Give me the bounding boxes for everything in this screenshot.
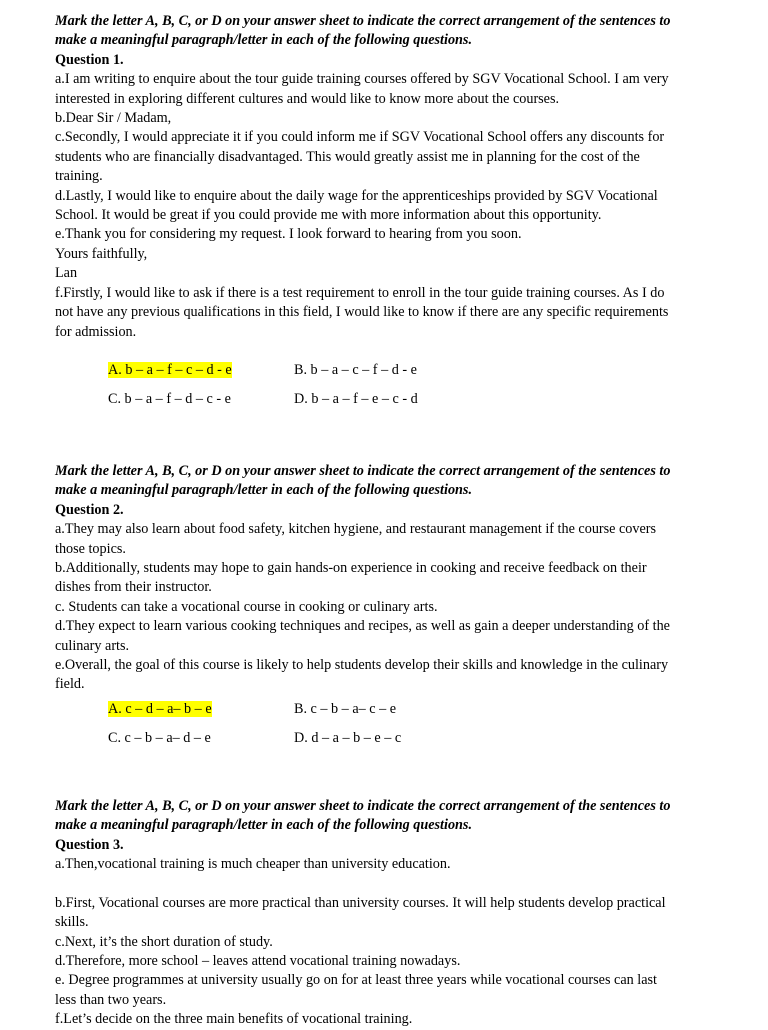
sentence-line: a.Then,vocational training is much cheaper than university education.: [55, 856, 451, 872]
sentence-line: a.They may also learn about food safety, kitchen hygiene, and restaurant management if the course covers: [55, 521, 657, 538]
sentence-line: field.: [55, 676, 85, 693]
option-row: [108, 695, 508, 724]
answer-options: [108, 695, 508, 753]
instruction-line-1: Mark the letter A, B, C, or D on your answer sheet to indicate the correct arrangement of the sentences to: [55, 13, 671, 29]
option-d[interactable]: D. b – a – f – e – c - d: [294, 390, 418, 407]
option-c[interactable]: C. c – b – a– d – e: [108, 729, 211, 746]
instruction-line-2: make a meaningful paragraph/letter in each of the following questions.: [55, 32, 472, 49]
sentence-line: c.Secondly, I would appreciate it if you could inform me if SGV Vocational School offers any discounts for: [55, 129, 665, 146]
option-row: [108, 724, 508, 753]
sentence-line: e.Overall, the goal of this course is likely to help students develop their skills and knowledge in the culinary: [55, 656, 669, 673]
option-a-correct[interactable]: A. c – d – a– b – e: [108, 700, 212, 717]
option-b[interactable]: B. c – b – a– c – e: [294, 700, 397, 717]
sentence-line: f.Firstly, I would like to ask if there is a test requirement to enroll in the tour guide training courses. As I do: [55, 284, 665, 301]
sentence-line: for admission.: [55, 323, 137, 340]
sentence-line: interested in exploring different cultures and would like to know more about the courses.: [55, 90, 560, 107]
sentence-line: d.Therefore, more school – leaves attend vocational training nowadays.: [55, 953, 461, 970]
sentence-line: c. Students can take a vocational course in cooking or culinary arts.: [55, 598, 438, 615]
sentence-line: School. It would be great if you could provide me with more information about this opportunity.: [55, 207, 602, 224]
sentence-line: less than two years.: [55, 991, 167, 1008]
sentence-line: training.: [55, 168, 103, 185]
question-1: [55, 12, 735, 414]
option-row: [108, 385, 508, 414]
sentence-line: students who are financially disadvantaged. This would greatly assist me in planning for the cost of the: [55, 148, 640, 165]
option-b[interactable]: B. b – a – c – f – d - e: [294, 361, 417, 378]
sentence-line: e.Thank you for considering my request. I look forward to hearing from you soon.: [55, 226, 522, 243]
option-c[interactable]: C. b – a – f – d – c - e: [108, 390, 231, 407]
option-d[interactable]: D. d – a – b – e – c: [294, 729, 402, 746]
sentence-line: dishes from their instructor.: [55, 579, 212, 596]
option-a-correct[interactable]: A. b – a – f – c – d - e: [108, 361, 232, 378]
sentence-line: not have any previous qualifications in this field, I would like to know if there are any specific requirements: [55, 304, 669, 321]
instruction-line-1: Mark the letter A, B, C, or D on your answer sheet to indicate the correct arrangement of the sentences to: [55, 462, 671, 479]
sentence-line: e. Degree programmes at university usually go on for at least three years while vocational courses can last: [55, 972, 657, 989]
option-row: [108, 356, 508, 385]
sentence-line: c.Next, it’s the short duration of study.: [55, 933, 273, 950]
question-title: Question 3.: [55, 836, 124, 853]
question-3: [55, 797, 735, 1030]
question-2: [55, 462, 735, 753]
blank-line: [55, 874, 735, 893]
document-page: [55, 12, 735, 1030]
instruction-line-2: make a meaningful paragraph/letter in each of the following questions.: [55, 482, 472, 499]
question-title: Question 2.: [55, 501, 124, 518]
sentence-line: d.Lastly, I would like to enquire about the daily wage for the apprenticeships provided by SGV Vocational: [55, 187, 658, 204]
sentence-line: b.First, Vocational courses are more practical than university courses. It will help students develop practical: [55, 894, 666, 911]
instruction-line-2: make a meaningful paragraph/letter in each of the following questions.: [55, 817, 472, 834]
sentence-line: Yours faithfully,: [55, 245, 148, 262]
sentence-line: culinary arts.: [55, 637, 130, 654]
instruction-line-1: Mark the letter A, B, C, or D on your answer sheet to indicate the correct arrangement of the sentences to: [55, 797, 671, 814]
sentence-line: a.I am writing to enquire about the tour guide training courses offered by SGV Vocational School. I am very: [55, 71, 669, 88]
sentence-line: f.Let’s decide on the three main benefits of vocational training.: [55, 1011, 413, 1028]
answer-options: [108, 356, 508, 414]
question-title: Question 1.: [55, 51, 124, 68]
sentence-line: b.Dear Sir / Madam,: [55, 110, 172, 127]
sentence-line: b.Additionally, students may hope to gain hands-on experience in cooking and receive feedback on their: [55, 559, 647, 576]
sentence-line: those topics.: [55, 540, 126, 557]
sentence-line: d.They expect to learn various cooking techniques and recipes, as well as gain a deeper understanding of the: [55, 618, 670, 635]
sentence-line: Lan: [55, 265, 78, 282]
sentence-line: skills.: [55, 914, 89, 931]
